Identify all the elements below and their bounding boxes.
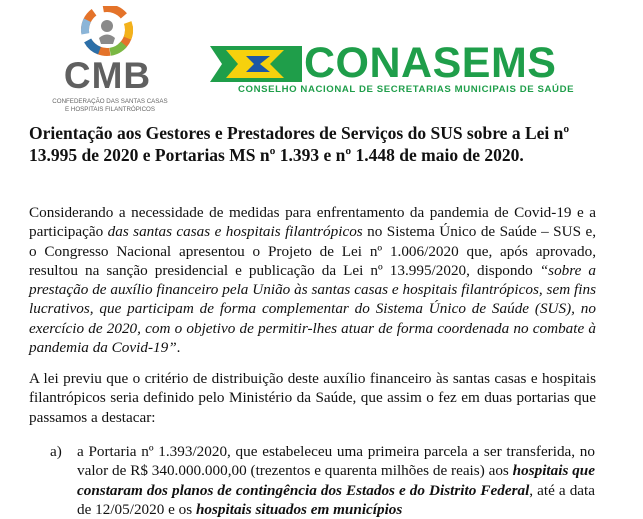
cmb-emblem-icon — [40, 6, 175, 58]
document-title: Orientação aos Gestores e Prestadores de Serviços do SUS sobre a Lei nº 13.995 de 2020 e Portarias MS nº 1.393 e nº 1.448 de maio de 2020. — [29, 123, 570, 165]
cmb-subtitle-line2: E HOSPITAIS FILANTRÓPICOS — [65, 105, 155, 113]
paragraph-considerando — [29, 203, 596, 357]
list-item-marker: a) — [50, 443, 62, 460]
p1-text-b: das santas casas e hospitais filantrópicos — [107, 223, 363, 241]
item-a-text-d: hospitais situados em municípios — [195, 500, 403, 518]
list-item-text — [77, 442, 595, 519]
item-a-text-a: a Portaria nº 1.393/2020, que estabeleceu uma primeira parcela a ser transferida, no valor de R$ 340.000.000,00 (trezentos e quarenta milhões de reais) aos — [77, 443, 595, 480]
p1-text-c: no Sistema Único de Saúde – SUS e, o Congresso Nacional apresentou o Projeto de Lei nº 1.006/2020 que, após aprovado, resultou na sanção presidencial e publicação da Lei nº 13.995/2020, dispondo — [29, 223, 596, 279]
cmb-subtitle — [48, 98, 172, 113]
header-logos — [0, 0, 643, 120]
paragraph-lei-previu: A lei previu que o critério de distribuição deste auxílio financeiro às santas casas e hospitais filantrópicos seria definido pelo Ministério da Saúde, que assim o fez em duas portarias que passamos a destacar: — [29, 370, 596, 426]
conasems-logo — [208, 40, 628, 100]
conasems-subtitle: CONSELHO NACIONAL DE SECRETARIAS MUNICIPAIS DE SAÚDE — [238, 84, 575, 95]
cmb-subtitle-line1: CONFEDERAÇÃO DAS SANTAS CASAS — [52, 98, 168, 105]
p1-text-a: Considerando a necessidade de medidas para enfrentamento da pandemia de Covid-19 e a participação — [29, 204, 596, 241]
cmb-wordmark: CMB — [63, 55, 152, 96]
cmb-logo — [40, 6, 175, 116]
conasems-wordmark: CONASEMS — [304, 39, 557, 87]
p1-text-e: . — [176, 339, 181, 357]
item-a-text-b: hospitais que constaram dos planos de contingência dos Estados e do Distrito Federal — [77, 462, 595, 499]
item-a-text-c: , até a data de 12/05/2020 e os — [77, 481, 595, 518]
conasems-chevron-icon — [208, 42, 304, 86]
p1-quote: “sobre a prestação de auxílio financeiro pela União às santas casas e hospitais filantrópicos, sem fins lucrativos, que participam de forma complementar do Sistema Único de Saúde (SUS), no exercício de 2020, com o objetivo de permitir-lhes atuar de forma coordenada no combate à pandemia da Covid-19” — [29, 261, 596, 357]
